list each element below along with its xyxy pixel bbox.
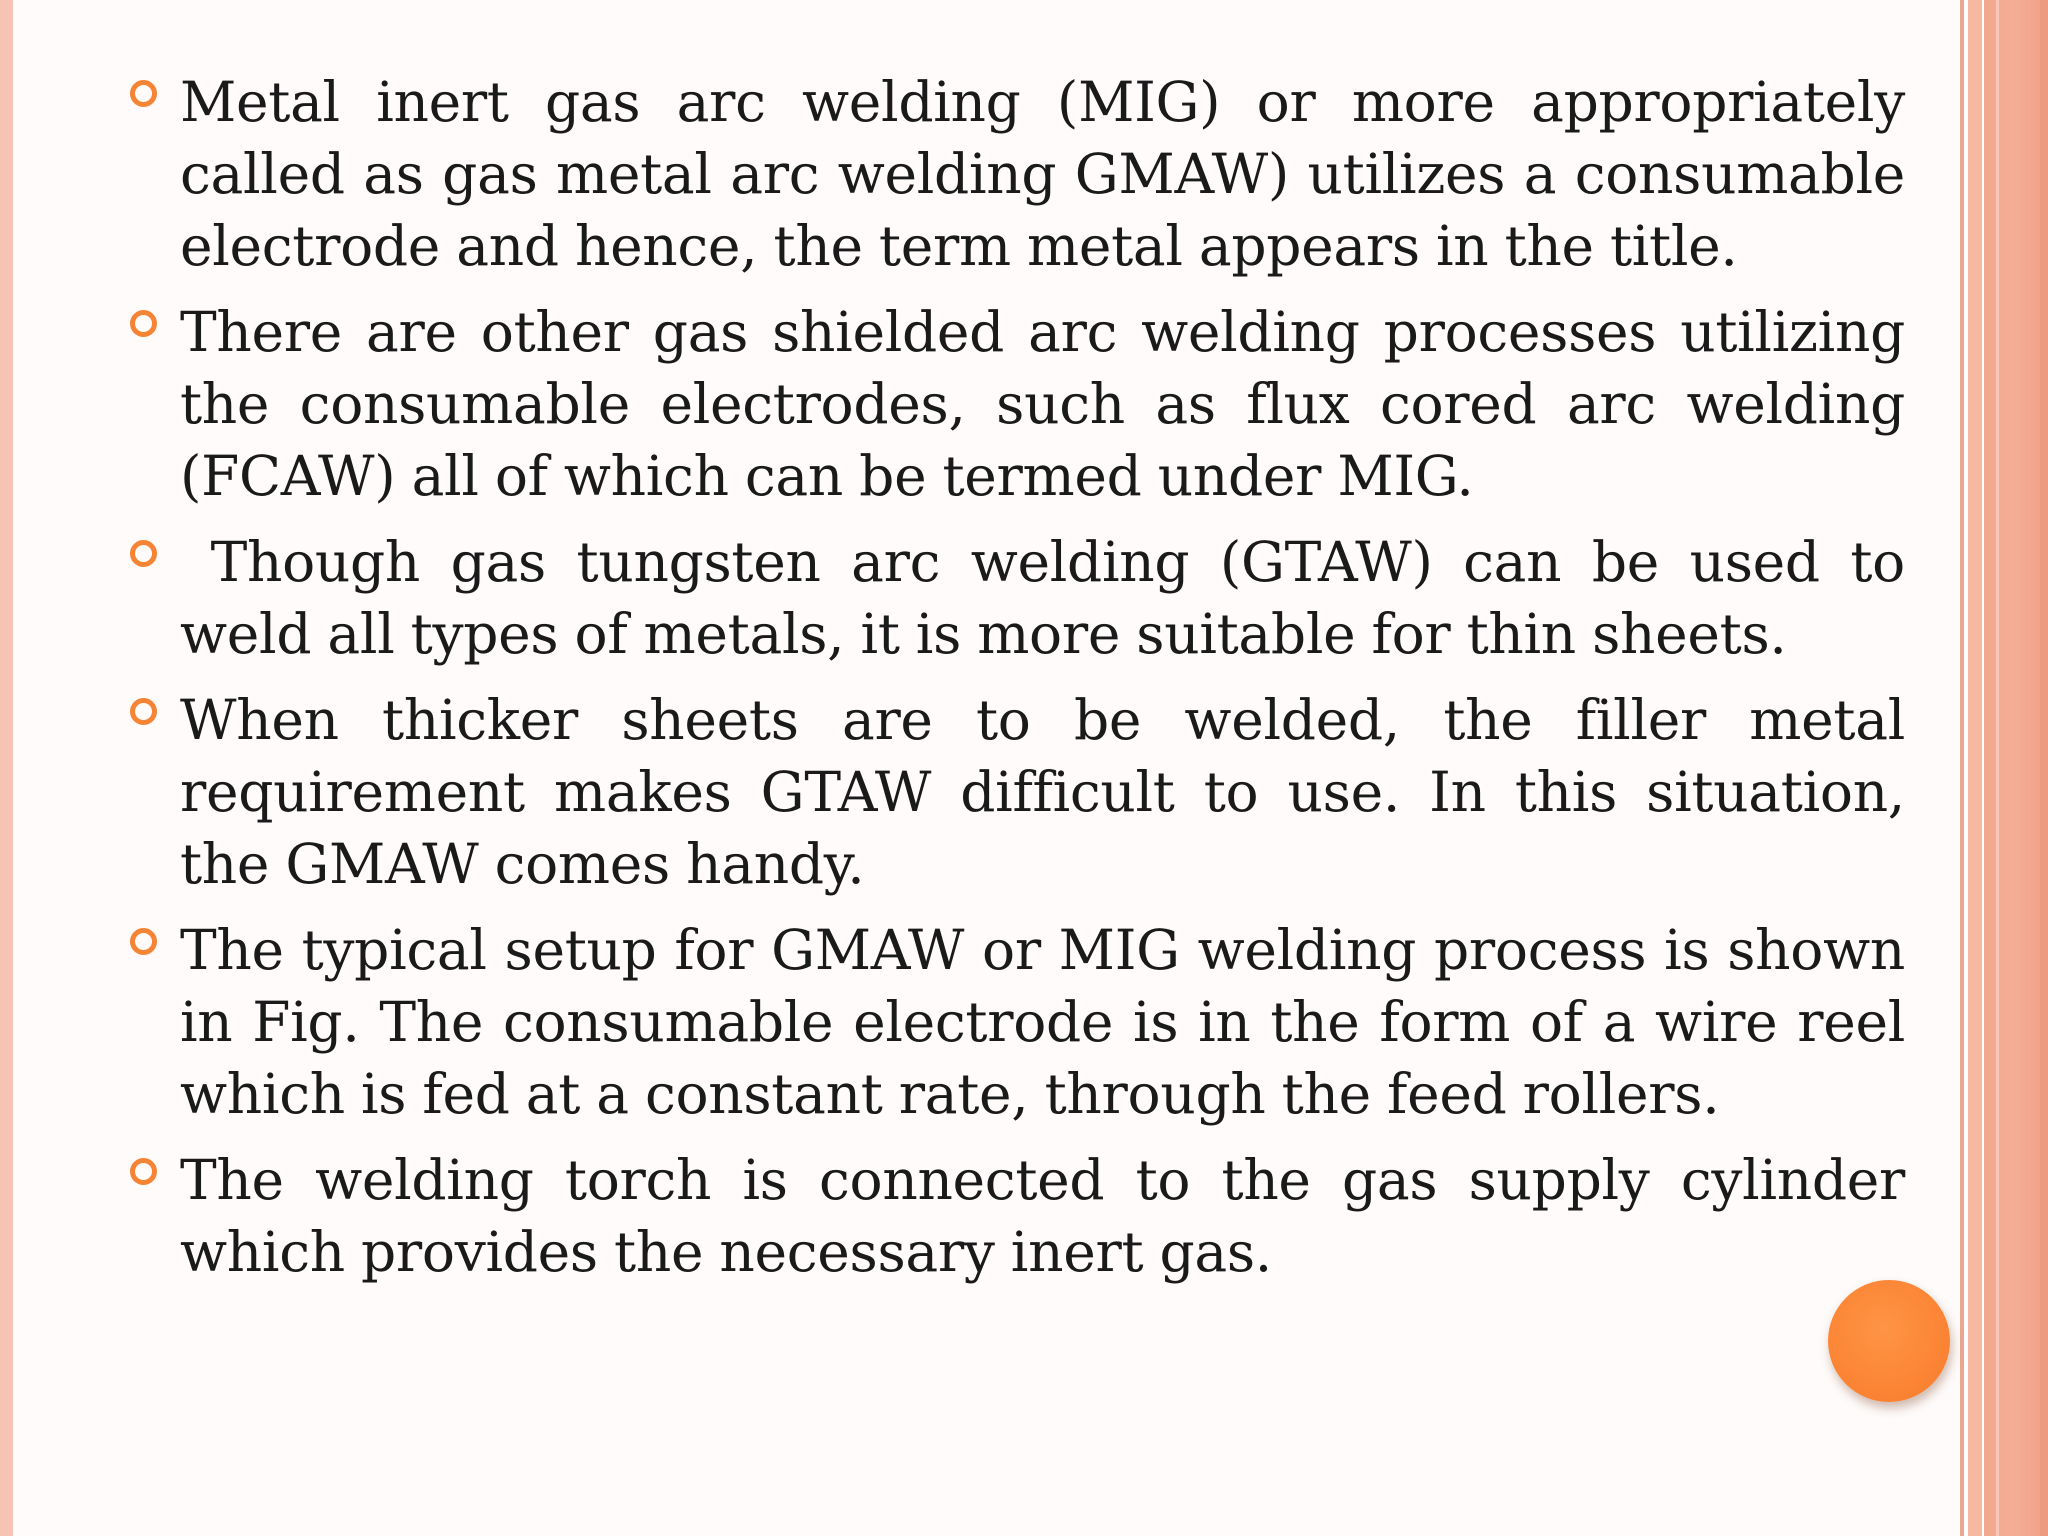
hollow-circle-bullet-icon (130, 310, 157, 337)
bullet-text: The welding torch is connected to the gas supply cylinder which provides the necessary inert gas. (180, 1148, 1905, 1284)
right-band-stripe (1968, 0, 1982, 1536)
hollow-circle-bullet-icon (130, 80, 157, 107)
bullet-text: Though gas tungsten arc welding (GTAW) can be used to weld all types of metals, it is more suitable for thin sheets. (180, 530, 1905, 666)
orange-circle-decoration (1828, 1280, 1950, 1402)
hollow-circle-bullet-icon (130, 540, 157, 567)
bullet-item (130, 66, 1905, 282)
hollow-circle-bullet-icon (130, 928, 157, 955)
right-band-highlight (1996, 0, 1999, 1536)
bullet-text: There are other gas shielded arc welding processes utilizing the consumable electrodes, such as flux cored arc welding (FCAW) all of which can be termed under MIG. (180, 300, 1905, 508)
right-band-edge (2040, 0, 2048, 1536)
bullet-item (130, 684, 1905, 900)
hollow-circle-bullet-icon (130, 1158, 157, 1185)
bullet-item (130, 296, 1905, 512)
bullet-item (130, 526, 1905, 670)
right-decorative-band (1984, 0, 2048, 1536)
bullet-text: The typical setup for GMAW or MIG welding process is shown in Fig. The consumable electrode is in the form of a wire reel which is fed at a constant rate, through the feed rollers. (180, 918, 1905, 1126)
bullet-item (130, 1144, 1905, 1288)
bullet-text: Metal inert gas arc welding (MIG) or more appropriately called as gas metal arc welding GMAW) utilizes a consumable electrode and hence, the term metal appears in the title. (180, 70, 1905, 278)
bullet-item (130, 914, 1905, 1130)
hollow-circle-bullet-icon (130, 698, 157, 725)
bullet-list (130, 66, 1905, 1302)
bullet-text: When thicker sheets are to be welded, the filler metal requirement makes GTAW difficult to use. In this situation, the GMAW comes handy. (180, 688, 1905, 896)
left-edge-stripe (0, 0, 13, 1536)
